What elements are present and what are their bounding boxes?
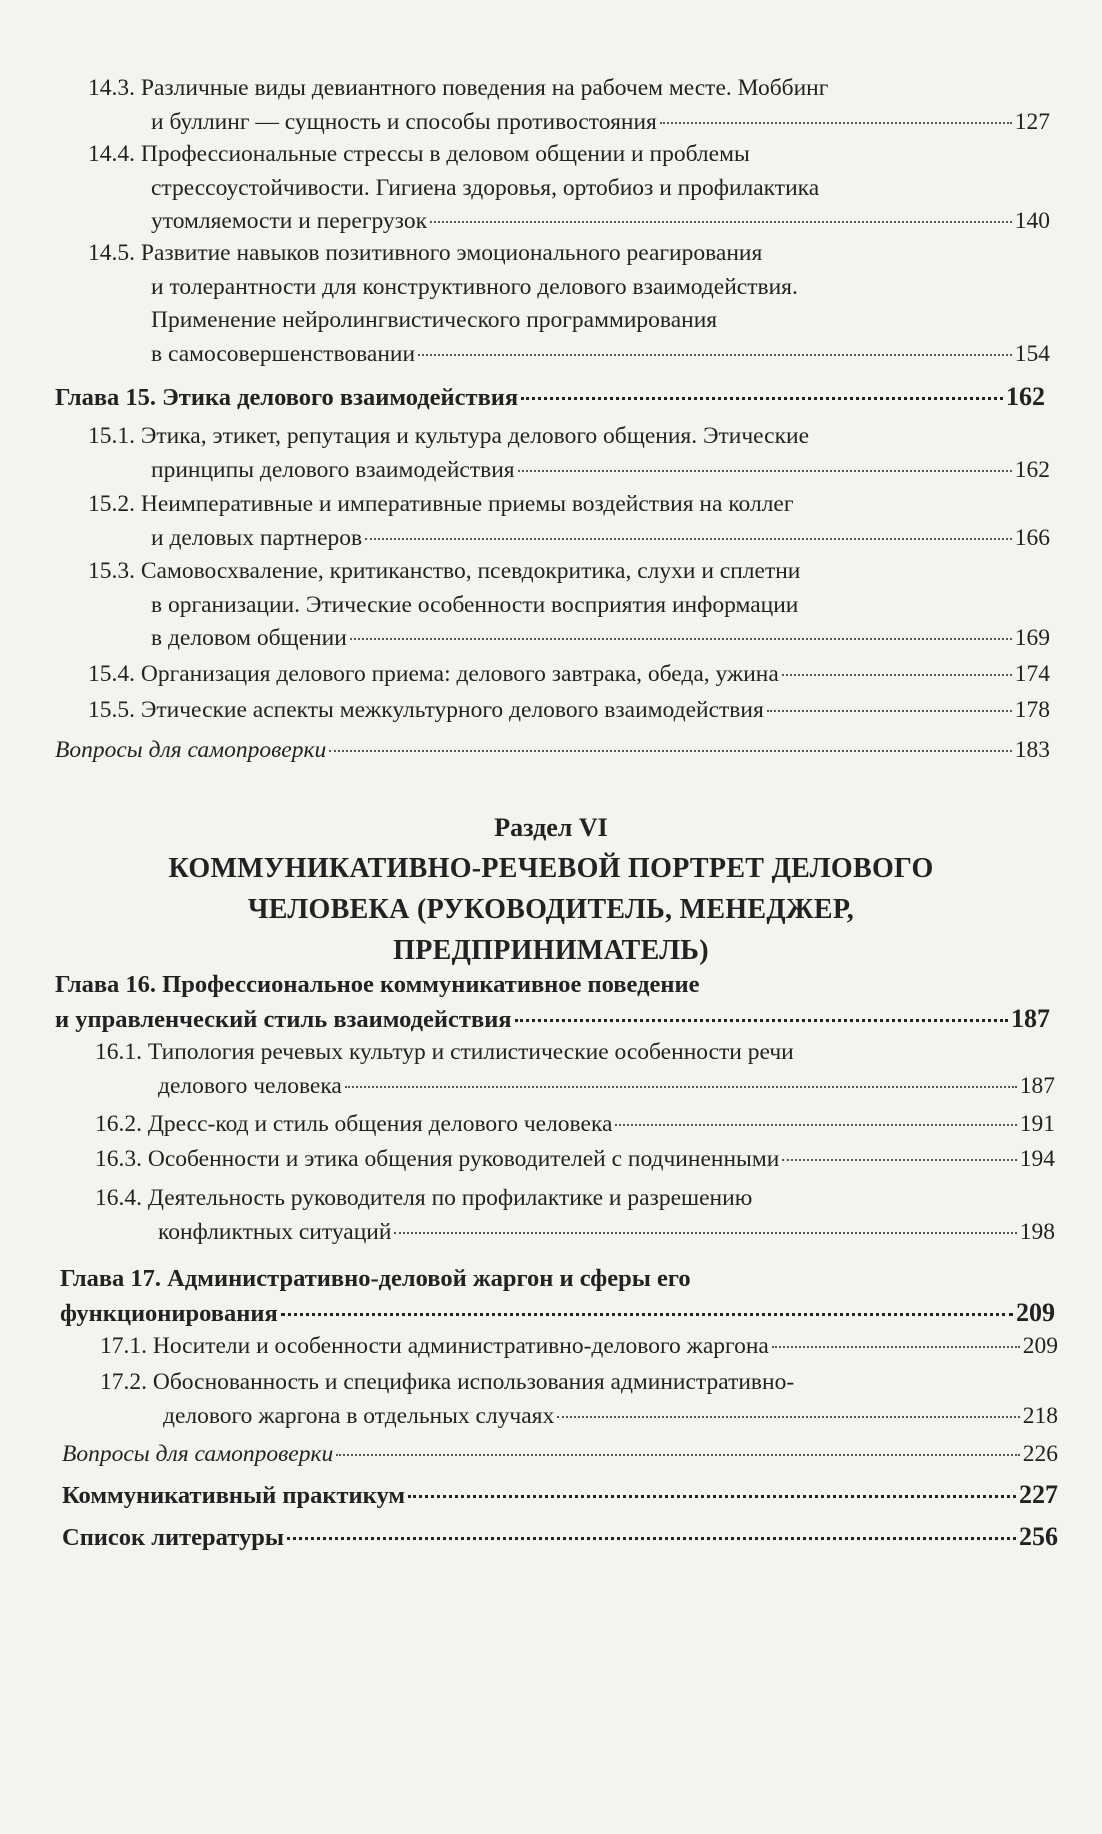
toc-entry-14-3[interactable]	[88, 72, 1050, 139]
dot-leader	[345, 1086, 1017, 1088]
chapter-title-line: Глава 17. Административно-деловой жаргон и сферы его	[60, 1265, 691, 1292]
page-number: 174	[1014, 661, 1050, 687]
page-number: 209	[1016, 1297, 1055, 1327]
chapter-title: Глава 15. Этика делового взаимодействия	[55, 384, 519, 411]
page-number: 187	[1011, 1003, 1050, 1033]
entry-title-line: Носители и особенности административно-делового жаргона	[152, 1333, 769, 1359]
entry-number: 15.4.	[88, 661, 135, 687]
entry-title-line: делового человека	[158, 1072, 342, 1099]
entry-title-line: и толерантности для конструктивного делового взаимодействия.	[151, 273, 798, 300]
dot-leader	[287, 1537, 1016, 1540]
entry-title-line: принципы делового взаимодействия	[151, 456, 515, 483]
entry-title-line: в самосовершенствовании	[151, 340, 416, 367]
entry-title: Список литературы	[62, 1524, 285, 1551]
dot-leader	[281, 1313, 1013, 1316]
toc-entry-15-1[interactable]	[88, 420, 1050, 487]
chapter-title-line: и управленческий стиль взаимодействия	[55, 1005, 512, 1033]
page-number: 140	[1014, 208, 1050, 234]
toc-chapter-15[interactable]	[55, 380, 1045, 415]
entry-title-line: конфликтных ситуаций	[158, 1218, 392, 1245]
toc-chapter-17[interactable]	[60, 1262, 1055, 1330]
entry-title-line: и буллинг — сущность и способы противостояния	[151, 108, 657, 135]
toc-literature[interactable]	[62, 1520, 1058, 1555]
page-number: 127	[1014, 108, 1050, 135]
toc-questions-2[interactable]	[62, 1438, 1058, 1472]
page-number: 256	[1019, 1522, 1058, 1551]
dot-leader	[329, 750, 1012, 752]
toc-entry-16-4[interactable]	[95, 1182, 1055, 1249]
entry-number: 15.3.	[88, 558, 135, 584]
dot-leader	[521, 397, 1003, 400]
dot-leader	[365, 538, 1012, 540]
entry-title-line: Типология речевых культур и стилистические особенности речи	[147, 1039, 794, 1065]
entry-title-line: Организация делового приема: делового завтрака, обеда, ужина	[140, 661, 779, 687]
dot-leader	[430, 221, 1012, 223]
dot-leader	[418, 354, 1012, 356]
toc-entry-16-1[interactable]	[95, 1036, 1055, 1103]
chapter-title-line: Глава 16. Профессиональное коммуникативное поведение	[55, 971, 700, 998]
entry-title-line: в организации. Этические особенности восприятия информации	[151, 591, 799, 618]
entry-title-line: Профессиональные стрессы в деловом общении и проблемы	[140, 141, 750, 167]
dot-leader	[782, 674, 1012, 676]
section-title-line: КОММУНИКАТИВНО-РЕЧЕВОЙ ПОРТРЕТ ДЕЛОВОГО	[168, 853, 934, 884]
dot-leader	[782, 1159, 1016, 1161]
entry-title-line: Самовосхваление, критиканство, псевдокритика, слухи и сплетни	[140, 558, 801, 584]
dot-leader	[515, 1019, 1008, 1022]
entry-title: Вопросы для самопроверки	[62, 1441, 334, 1467]
page-number: 183	[1014, 737, 1050, 763]
entry-number: 15.1.	[88, 423, 135, 449]
entry-title-line: в деловом общении	[151, 625, 347, 651]
page-number: 178	[1014, 697, 1050, 723]
entry-title-line: Этические аспекты межкультурного делового взаимодействия	[140, 697, 764, 723]
section-label: Раздел VI	[494, 813, 608, 842]
entry-number: 16.4.	[95, 1185, 142, 1211]
entry-title-line: Развитие навыков позитивного эмоционального реагирования	[140, 240, 763, 266]
toc-entry-14-5[interactable]	[88, 237, 1050, 371]
toc-entry-15-5[interactable]	[88, 694, 1050, 728]
page-number: 169	[1014, 625, 1050, 651]
page-number: 166	[1014, 524, 1050, 551]
page-number: 218	[1022, 1402, 1058, 1429]
toc-questions-1[interactable]	[55, 734, 1050, 768]
entry-title-line: Применение нейролингвистического программирования	[151, 307, 718, 333]
toc-entry-17-2[interactable]	[100, 1366, 1058, 1433]
entry-title-line: Деятельность руководителя по профилактике и разрешению	[147, 1185, 753, 1211]
toc-entry-15-4[interactable]	[88, 658, 1050, 692]
entry-title-line: стрессоустойчивости. Гигиена здоровья, ортобиоз и профилактика	[151, 174, 820, 201]
dot-leader	[394, 1232, 1016, 1234]
entry-number: 16.2.	[95, 1111, 142, 1137]
entry-number: 14.3.	[88, 75, 135, 101]
page-number: 198	[1019, 1218, 1055, 1245]
entry-title-line: Неимперативные и императивные приемы воздействия на коллег	[140, 491, 794, 517]
entry-number: 16.1.	[95, 1039, 142, 1065]
entry-title-line: Обоснованность и специфика использования административно-	[152, 1369, 795, 1395]
page-number: 226	[1022, 1441, 1058, 1467]
chapter-title-line: функционирования	[60, 1299, 278, 1327]
entry-number: 14.4.	[88, 141, 135, 167]
dot-leader	[767, 710, 1012, 712]
entry-title-line: делового жаргона в отдельных случаях	[163, 1402, 555, 1429]
entry-title-line: Различные виды девиантного поведения на рабочем месте. Моббинг	[140, 75, 829, 101]
entry-number: 14.5.	[88, 240, 135, 266]
section-heading	[0, 808, 1102, 971]
section-title-line: ПРЕДПРИНИМАТЕЛЬ)	[393, 935, 709, 966]
toc-entry-14-4[interactable]	[88, 138, 1050, 239]
page-number: 162	[1006, 382, 1045, 411]
entry-number: 16.3.	[95, 1146, 142, 1172]
entry-number: 15.5.	[88, 697, 135, 723]
toc-entry-15-2[interactable]	[88, 488, 1050, 555]
toc-entry-16-3[interactable]	[95, 1143, 1055, 1177]
page-number: 191	[1019, 1111, 1055, 1137]
page-number: 209	[1022, 1333, 1058, 1359]
dot-leader	[336, 1454, 1020, 1456]
entry-number: 17.2.	[100, 1369, 147, 1395]
entry-title: Вопросы для самопроверки	[55, 737, 327, 763]
page-number: 194	[1019, 1146, 1055, 1172]
page-number: 154	[1014, 340, 1050, 367]
entry-title-line: Особенности и этика общения руководителей с подчиненными	[147, 1146, 780, 1172]
dot-leader	[660, 122, 1012, 124]
page-number: 227	[1019, 1480, 1058, 1509]
toc-entry-16-2[interactable]	[95, 1108, 1055, 1142]
dot-leader	[772, 1346, 1020, 1348]
toc-practicum[interactable]	[62, 1478, 1058, 1513]
dot-leader	[615, 1124, 1016, 1126]
entry-number: 15.2.	[88, 491, 135, 517]
entry-title: Коммуникативный практикум	[62, 1482, 406, 1509]
dot-leader	[557, 1416, 1020, 1418]
toc-chapter-16[interactable]	[55, 968, 1050, 1036]
dot-leader	[518, 470, 1012, 472]
entry-title-line: Дресс-код и стиль общения делового человека	[147, 1111, 613, 1137]
entry-title-line: Этика, этикет, репутация и культура делового общения. Этические	[140, 423, 810, 449]
toc-entry-17-1[interactable]	[100, 1330, 1058, 1364]
section-title-line: ЧЕЛОВЕКА (РУКОВОДИТЕЛЬ, МЕНЕДЖЕР,	[247, 894, 855, 925]
page-number: 187	[1019, 1072, 1055, 1099]
entry-title-line: утомляемости и перегрузок	[151, 208, 427, 234]
toc-entry-15-3[interactable]	[88, 555, 1050, 656]
page-number: 162	[1014, 456, 1050, 483]
entry-title-line: и деловых партнеров	[151, 524, 363, 551]
entry-number: 17.1.	[100, 1333, 147, 1359]
dot-leader	[408, 1495, 1016, 1498]
dot-leader	[350, 638, 1012, 640]
